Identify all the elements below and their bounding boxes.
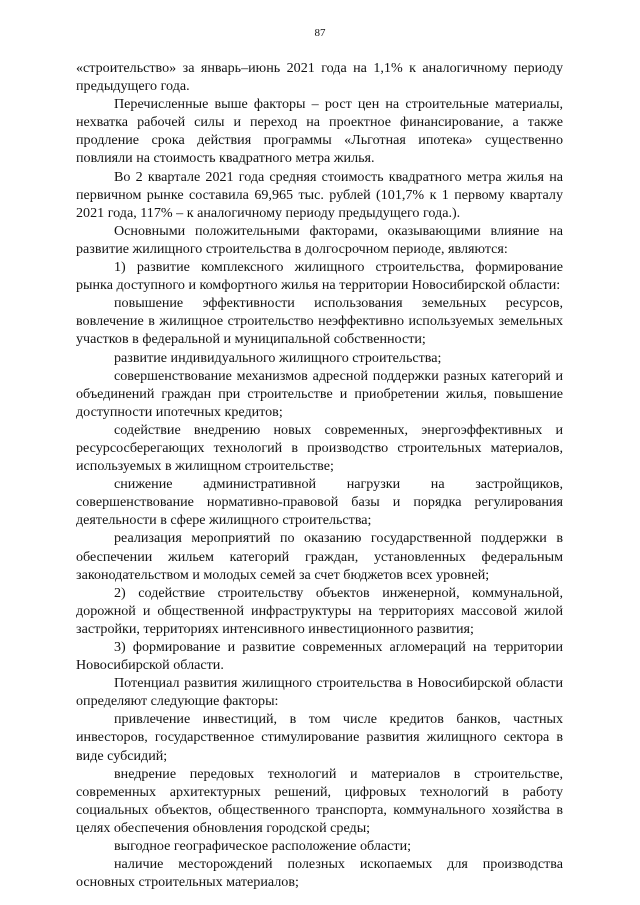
- list-item-2: 2) содействие строительству объектов инженерной, коммунальной, дорожной и общественной инфраструктуры на территориях массовой жилой застройки, территориях интенсивного инвестиционного развития;: [76, 584, 563, 637]
- list-item-geography: выгодное географическое расположение области;: [114, 838, 412, 855]
- list-item-mineral-deposits: наличие месторождений полезных ископаемых для производства основных строительных материалов;: [76, 856, 563, 891]
- list-item-3: 3) формирование и развитие современных агломераций на территории Новосибирской области.: [76, 639, 563, 674]
- paragraph-price-factors: Перечисленные выше факторы – рост цен на строительные материалы, нехватка рабочей силы и переход на проектное финансирование, а также продление срока действия программы «Льготная ипотека» существенно повлияли на стоимость квадратного метра жилья.: [76, 96, 563, 167]
- paragraph-potential-intro: Потенциал развития жилищного строительства в Новосибирской области определяют следующие факторы:: [76, 675, 563, 710]
- list-item-1: 1) развитие комплексного жилищного строительства, формирование рынка доступного и комфортного жилья на территории Новосибирской области:: [76, 259, 563, 294]
- paragraph-q2-price: Во 2 квартале 2021 года средняя стоимость квадратного метра жилья на первичном рынке составила 69,965 тыс. рублей (101,7% к 1 первому кварталу 2021 года, 117% – к аналогичному периоду предыдущего года.).: [76, 168, 563, 221]
- paragraph-positive-factors-intro: Основными положительными факторами, оказывающими влияние на развитие жилищного строительства в долгосрочном периоде, являются:: [76, 222, 563, 257]
- list-item-new-technologies: содействие внедрению новых современных, энергоэффективных и ресурсосберегающих технологий в производство строительных материалов, используемых в жилищном строительстве;: [76, 421, 563, 475]
- list-item-targeted-support: совершенствование механизмов адресной поддержки разных категорий и объединений граждан при строительстве и приобретении жилья, повышение доступности ипотечных кредитов;: [76, 367, 563, 420]
- document-body: [76, 59, 563, 891]
- page-number: 87: [314, 27, 326, 39]
- list-item-land-efficiency: повышение эффективности использования земельных ресурсов, вовлечение в жилищное строительство неэффективно используемых земельных участков в федеральной и муниципальной собственности;: [76, 295, 563, 348]
- list-item-state-support: реализация мероприятий по оказанию государственной поддержки в обеспечении жильем категорий граждан, установленных федеральным законодательством и молодых семей за счет бюджетов всех уровней;: [76, 530, 563, 583]
- list-item-admin-burden: снижение административной нагрузки на застройщиков, совершенствование нормативно-правовой базы и порядка регулирования деятельности в сфере жилищного строительства;: [76, 476, 563, 529]
- list-item-investment: привлечение инвестиций, в том числе кредитов банков, частных инвесторов, государственное стимулирование развития жилищного сектора в виде субсидий;: [76, 711, 563, 764]
- paragraph-continuation: «строительство» за январь–июнь 2021 года на 1,1% к аналогичному периоду предыдущего года.: [76, 60, 563, 95]
- list-item-individual-housing: развитие индивидуального жилищного строительства;: [114, 349, 442, 366]
- list-item-advanced-tech: внедрение передовых технологий и материалов в строительстве, современных архитектурных решений, цифровых технологий в работу социальных объектов, общественного транспорта, коммунального хозяйства в целях обеспечения обновления городской среды;: [76, 765, 563, 836]
